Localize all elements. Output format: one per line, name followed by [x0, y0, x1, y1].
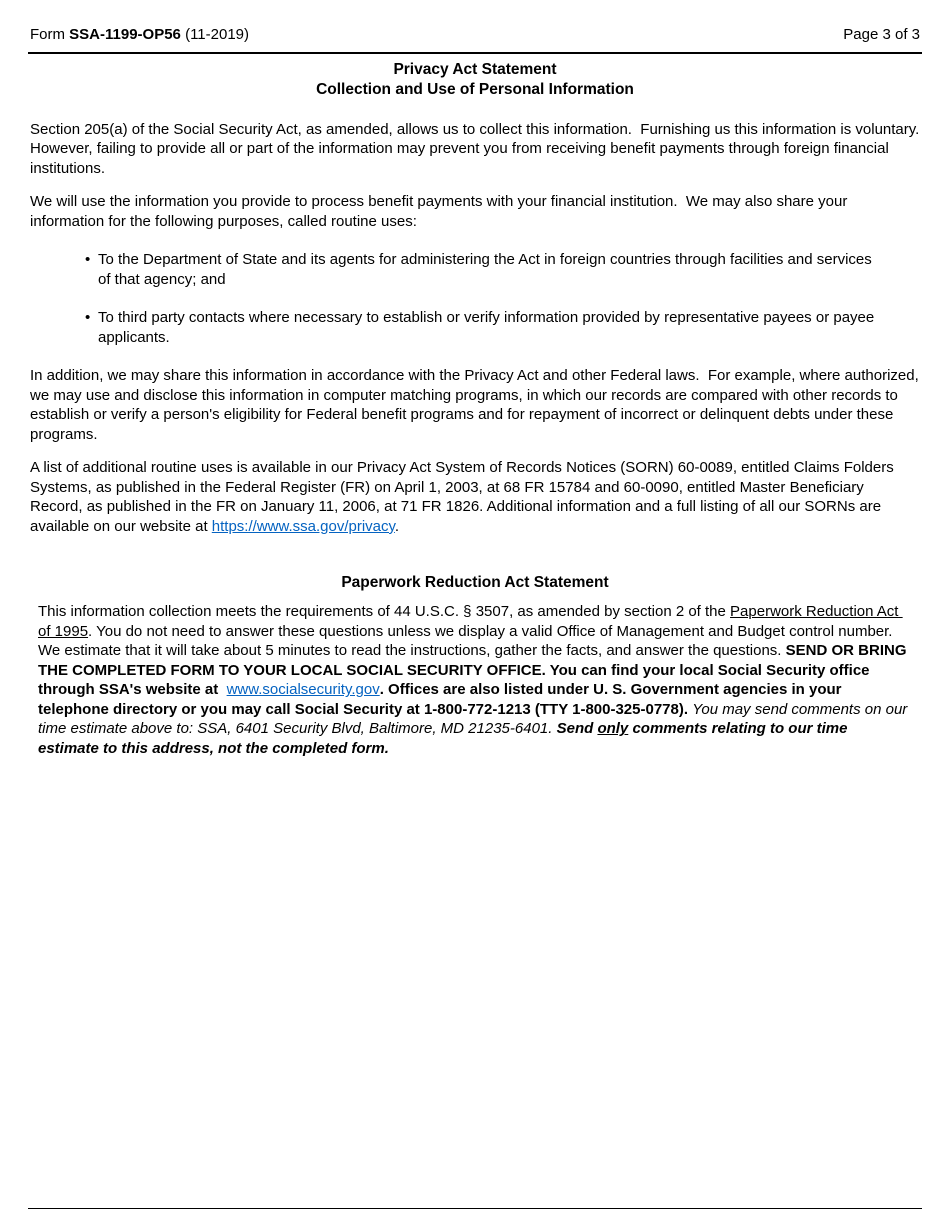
ssa-privacy-link[interactable]: https://www.ssa.gov/privacy	[211, 517, 395, 535]
socialsecurity-gov-link[interactable]: www.socialsecurity.gov	[226, 681, 380, 699]
paperwork-only-emphasis: only	[597, 720, 629, 738]
paperwork-send-text: Send	[556, 720, 598, 738]
privacy-paragraph-3: In addition, we may share this information in accordance with the Privacy Act and other Federal laws. For example, where authorized, we may use and disclose this information in computer matching programs, in which our records are compared with other records to establish or verify a person's eligibility for Federal benefit programs and for repayment of incorrect or delinquent debts under these programs.	[30, 367, 923, 443]
privacy-paragraph-2: We will use the information you provide to process benefit payments with your financial institution. We may also share your information for the following purposes, called routine uses:	[30, 193, 852, 230]
page-number: Page 3 of 3	[843, 26, 920, 43]
list-item	[85, 250, 885, 289]
paperwork-reduction-title: Paperwork Reduction Act Statement	[341, 574, 609, 592]
list-item-text: To the Department of State and its agents for administering the Act in foreign countries through facilities and services of that agency; and	[98, 251, 876, 288]
form-id	[30, 26, 249, 45]
form-revision: (11-2019)	[180, 26, 249, 43]
privacy-paragraph-1: Section 205(a) of the Social Security Act, as amended, allows us to collect this information. Furnishing us this information is voluntary. However, failing to provide all or part of the information may prevent you from receiving benefit payments through foreign financial institutions.	[30, 120, 928, 177]
paperwork-omb-text: . You do not need to answer these questions unless we display a valid Office of Management and Budget control number. We estimate that it will take about 5 minutes to read the instructions, gather the facts, and answer the questions.	[38, 622, 897, 660]
form-label: Form	[30, 26, 70, 43]
list-item	[85, 308, 885, 347]
bullet-icon: •	[85, 309, 91, 327]
bullet-icon: •	[85, 251, 91, 269]
privacy-act-title: Privacy Act Statement	[393, 60, 557, 78]
privacy-paragraph-4	[30, 458, 920, 536]
paperwork-offices-text: . Offices are also listed under U. S. Government agencies in your telephone directory or you may call Social Security at 1-800-772-1213 (TTY 1-800-325-0778).	[38, 681, 846, 718]
privacy-sorn-text: A list of additional routine uses is available in our Privacy Act System of Records Notices (SORN) 60-0089, entitled Claims Folders Systems, as published in the Federal Register (FR) on April 1, 2003, at 68 FR 15784 and 60-0090, entitled Master Beneficiary Record, as published in the FR on January 11, 2006, at 71 FR 1826. Additional information and a full listing of all our SORNs are available on our website at	[30, 459, 898, 535]
list-item-text: To third party contacts where necessary to establish or verify information provided by representative payees or payee applicants.	[98, 309, 879, 346]
paperwork-closing-text: comments relating to our time estimate to this address, not the completed form.	[38, 720, 852, 757]
header-divider	[28, 52, 922, 54]
paperwork-intro-text: This information collection meets the requirements of 44 U.S.C. § 3507, as amended by section 2 of the	[38, 603, 731, 621]
footer-divider	[28, 1208, 922, 1209]
paperwork-send-instruction: SEND OR BRING THE COMPLETED FORM TO YOUR LOCAL SOCIAL SECURITY OFFICE. You can find your local Social Security office through SSA's website at	[38, 642, 911, 699]
privacy-sorn-period: .	[394, 517, 400, 535]
paperwork-act-reference: Paperwork Reduction Act of 1995	[38, 603, 903, 640]
paperwork-comments-address: You may send comments on our time estimate above to: SSA, 6401 Security Blvd, Baltimore, MD 21235-6401.	[38, 700, 912, 738]
privacy-act-subtitle: Collection and Use of Personal Information	[316, 80, 634, 98]
form-number: SSA-1199-OP56	[69, 26, 181, 43]
routine-uses-list	[30, 245, 920, 347]
form-header	[30, 26, 920, 52]
paperwork-paragraph	[30, 602, 920, 758]
